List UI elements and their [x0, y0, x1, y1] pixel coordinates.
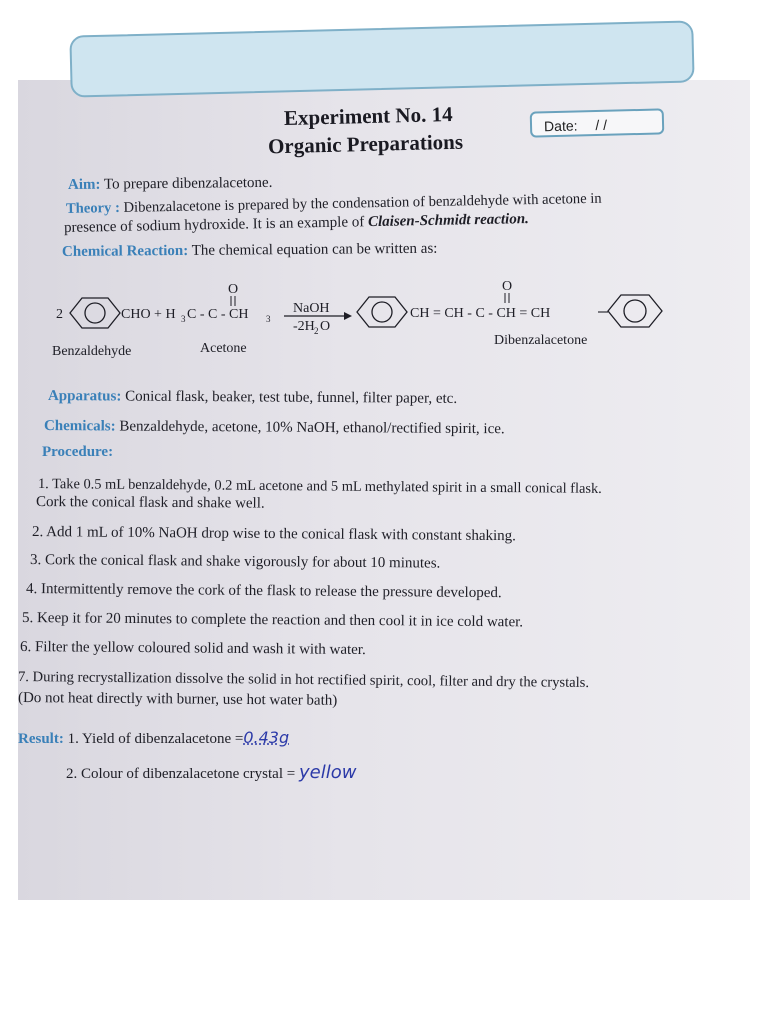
experiment-subtitle: Organic Preparations: [267, 129, 464, 159]
procedure-step-6: 6. Filter the yellow coloured solid and wash it with water.: [19, 639, 366, 659]
date-value: / /: [595, 116, 608, 134]
procedure-step-1-cont: Cork the conical flask and shake well.: [35, 494, 265, 512]
dibenzalacetone-formula: CH = CH - C - CH = CH: [410, 306, 551, 321]
acetone-formula: C - C - CH: [187, 307, 249, 322]
reagent-naoh: NaOH: [293, 301, 330, 316]
date-label: Date:: [543, 117, 578, 135]
procedure-label: Procedure:: [42, 444, 114, 460]
yield-handwritten-value: 0.43g: [243, 728, 290, 747]
dibenzalacetone-name: Dibenzalacetone: [494, 333, 588, 348]
result-colour-text: 2. Colour of dibenzalacetone crystal =: [66, 766, 296, 782]
acetone-oxygen: O: [228, 282, 239, 297]
chemicals-label: Chemicals:: [43, 418, 116, 435]
experiment-title: Experiment No. 14: [283, 101, 453, 131]
subscript-2: 2: [314, 326, 319, 336]
result-yield-text: 1. Yield of dibenzalacetone =: [67, 731, 244, 747]
chemical-reaction-label: Chemical Reaction:: [61, 242, 189, 260]
product-oxygen: O: [502, 279, 513, 294]
procedure-step-2: 2. Add 1 mL of 10% NaOH drop wise to the conical flask with constant shaking.: [31, 524, 517, 545]
coefficient-2: 2: [56, 307, 63, 322]
benzaldehyde-name: Benzaldehyde: [52, 344, 132, 359]
procedure-step-7-note: (Do not heat directly with burner, use hot water bath): [17, 690, 338, 709]
chemical-reaction-text: The chemical equation can be written as:: [191, 240, 438, 259]
acetone-name: Acetone: [200, 341, 247, 356]
theory-text-2: presence of sodium hydroxide. It is an example of: [63, 214, 369, 236]
chemicals-line: [44, 418, 505, 438]
benzaldehyde-formula: CHO + H: [121, 307, 176, 322]
subscript-3-a: 3: [181, 314, 186, 324]
procedure-step-4: 4. Intermittently remove the cork of the flask to release the pressure developed.: [25, 581, 502, 602]
apparatus-label: Apparatus:: [47, 388, 122, 405]
subscript-3-b: 3: [266, 314, 271, 324]
procedure-step-5: 5. Keep it for 20 minutes to complete the reaction and then cool it in ice cold water.: [21, 610, 524, 631]
aim-label: Aim:: [67, 176, 101, 193]
claisen-schmidt-term: Claisen-Schmidt reaction.: [367, 211, 530, 231]
chemicals-text: Benzaldehyde, acetone, 10% NaOH, ethanol/rectified spirit, ice.: [119, 418, 505, 438]
apparatus-text: Conical flask, beaker, test tube, funnel, filter paper, etc.: [125, 388, 458, 407]
theory-text-1: Dibenzalacetone is prepared by the condensation of benzaldehyde with acetone in: [123, 190, 602, 216]
procedure-step-7: 7. During recrystallization dissolve the solid in hot rectified spirit, cool, filter and dry the crystals.: [17, 669, 590, 691]
theory-label: Theory :: [65, 199, 121, 217]
result-line-2: [66, 762, 356, 783]
aim-text: To prepare dibenzalacetone.: [103, 174, 273, 193]
reagent-water: -2H: [293, 319, 315, 334]
apparatus-line: [48, 388, 457, 408]
procedure-step-3: 3. Cork the conical flask and shake vigorously for about 10 minutes.: [29, 552, 441, 572]
result-line-1: [18, 728, 289, 748]
procedure-step-1: 1. Take 0.5 mL benzaldehyde, 0.2 mL acetone and 5 mL methylated spirit in a small conical flask.: [37, 476, 602, 497]
water-oxygen: O: [320, 319, 331, 334]
colour-handwritten-value: yellow: [298, 762, 357, 783]
result-label: Result:: [18, 731, 64, 747]
